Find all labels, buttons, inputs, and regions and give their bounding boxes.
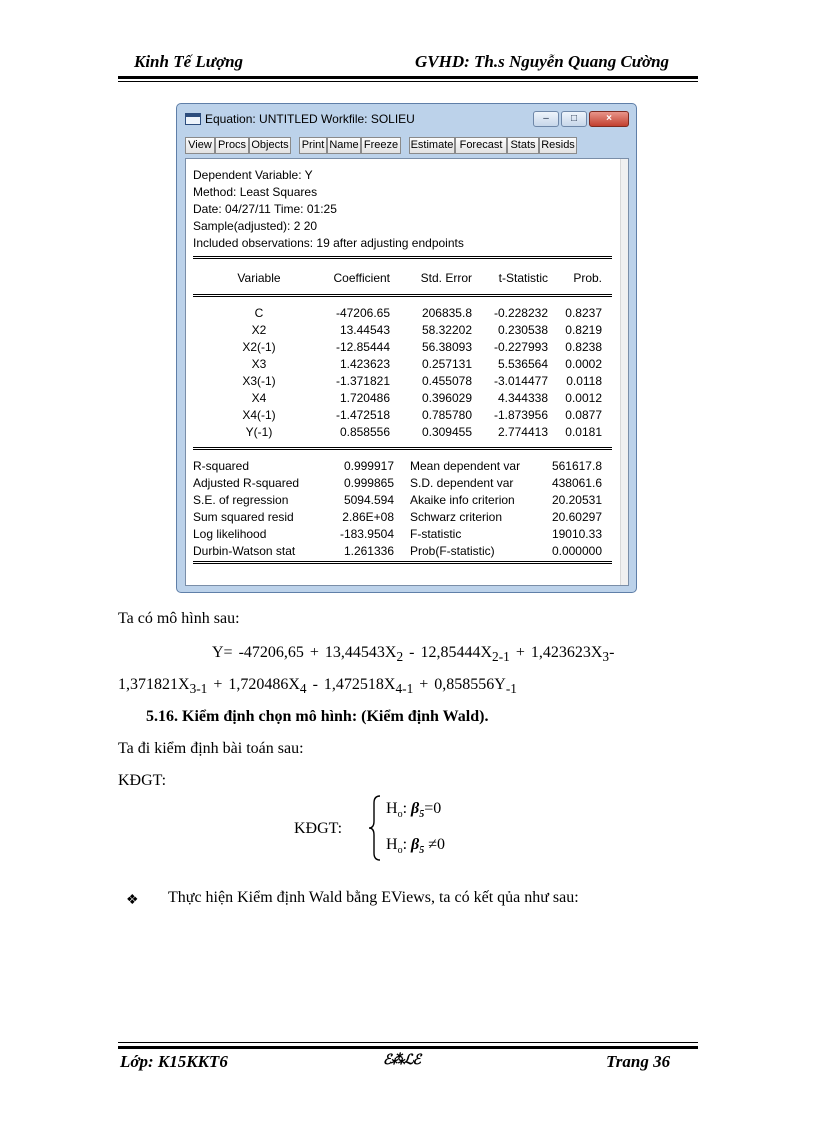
- maximize-button[interactable]: □: [561, 111, 587, 127]
- divider: [193, 561, 612, 562]
- info-dependent-variable: Dependent Variable: Y: [193, 168, 313, 182]
- window-title: Equation: UNTITLED Workfile: SOLIEU: [205, 112, 415, 126]
- divider: [193, 258, 612, 259]
- kdgt-label-1: KĐGT:: [118, 772, 167, 789]
- toolbar-name-button[interactable]: Name: [327, 137, 361, 154]
- toolbar-forecast-button[interactable]: Forecast: [455, 137, 507, 154]
- stat-label: Mean dependent var: [410, 459, 521, 473]
- header-rule: [118, 76, 698, 79]
- stat-value: 0.999917: [343, 459, 394, 473]
- bullet-icon: ❖: [126, 893, 139, 908]
- cell-prob: 0.0012: [565, 391, 602, 405]
- alternative-hypothesis: $H_o$: $\beta_5 \ne 0$: [386, 836, 445, 857]
- col-header-t-statistic: t-Statistic: [498, 271, 548, 285]
- cell-t-statistic: -0.228232: [493, 306, 548, 320]
- kdgt-label-2: KĐGT:: [294, 820, 343, 837]
- output-pane[interactable]: [185, 158, 629, 586]
- cell-std-error: 0.309455: [421, 425, 472, 439]
- hypothesis-brace: [368, 795, 382, 861]
- equation-line-2: $1,371821X_{3-1} + 1,720486X_4 - 1,472518X_{4-1} + 0,858556Y_{-1}$: [118, 676, 517, 697]
- cell-t-statistic: -0.227993: [493, 340, 548, 354]
- window-titlebar[interactable]: [177, 104, 636, 134]
- stat-value: 0.999865: [343, 476, 394, 490]
- cell-prob: 0.0118: [566, 374, 602, 388]
- stat-value: 0.000000: [551, 544, 602, 558]
- cell-prob: 0.0181: [565, 425, 602, 439]
- stat-label: R-squared: [193, 459, 250, 473]
- stat-value: 19010.33: [551, 527, 602, 541]
- stat-value: 20.20531: [551, 493, 602, 507]
- footer-page-number: Trang 36: [606, 1052, 671, 1071]
- cell-t-statistic: 5.536564: [497, 357, 548, 371]
- toolbar-estimate-button[interactable]: Estimate: [409, 137, 455, 154]
- col-header-variable: Variable: [237, 271, 281, 285]
- col-header-coefficient: Coefficient: [333, 271, 390, 285]
- stat-value: 438061.6: [551, 476, 602, 490]
- header-left: Kinh Tế Lượng: [134, 52, 244, 71]
- paragraph-1: Ta đi kiểm định bài toán sau:: [118, 740, 304, 757]
- cell-std-error: 0.785780: [421, 408, 472, 422]
- null-hypothesis: $H_o$: $\beta_5=0$: [386, 800, 442, 821]
- cell-coefficient: -1.371821: [335, 374, 390, 388]
- divider: [193, 449, 612, 450]
- divider: [193, 294, 612, 295]
- footer-rule-thin: [118, 1042, 698, 1043]
- stat-label: Durbin-Watson stat: [193, 544, 296, 558]
- cell-t-statistic: -3.014477: [493, 374, 548, 388]
- info-sample: Sample(adjusted): 2 20: [193, 219, 318, 233]
- equation-line-1: $Y= -47206,65 + 13,44543X_2 - 12,85444X_{2-1} + 1,423623X_3-$: [212, 644, 615, 665]
- cell-prob: 0.8237: [565, 306, 602, 320]
- footer-rule: [118, 1046, 698, 1049]
- cell-variable: X4: [251, 391, 267, 405]
- bullet-text: Thực hiện Kiểm định Wald bằng EViews, ta có kết qủa như sau:: [168, 889, 579, 906]
- toolbar-procs-button[interactable]: Procs: [215, 137, 249, 154]
- section-title: 5.16. Kiểm định chọn mô hình: (Kiểm định Wald).: [146, 708, 489, 725]
- footer-ornament: ℰ⁂ℒℰ: [383, 1053, 421, 1068]
- info-date-time: Date: 04/27/11 Time: 01:25: [193, 202, 337, 216]
- cell-coefficient: 1.423623: [339, 357, 390, 371]
- cell-prob: 0.8219: [565, 323, 602, 337]
- cell-variable: X4(-1): [242, 408, 276, 422]
- stat-label: Prob(F-statistic): [410, 544, 495, 558]
- cell-prob: 0.0002: [565, 357, 602, 371]
- stat-label: S.E. of regression: [193, 493, 289, 507]
- cell-std-error: 0.396029: [421, 391, 472, 405]
- stat-label: Sum squared resid: [193, 510, 294, 524]
- cell-coefficient: 13.44543: [339, 323, 390, 337]
- stat-value: 2.86E+08: [342, 510, 394, 524]
- info-observations: Included observations: 19 after adjusting endpoints: [193, 236, 464, 250]
- cell-variable: X3: [251, 357, 267, 371]
- cell-std-error: 0.257131: [421, 357, 472, 371]
- header-rule-thin: [118, 81, 698, 82]
- divider: [193, 256, 612, 257]
- toolbar-print-button[interactable]: Print: [299, 137, 327, 154]
- stat-value: -183.9504: [339, 527, 394, 541]
- toolbar-objects-button[interactable]: Objects: [249, 137, 291, 154]
- cell-coefficient: -12.85444: [335, 340, 390, 354]
- cell-variable: X2: [251, 323, 267, 337]
- cell-std-error: 58.32202: [421, 323, 472, 337]
- footer-left: Lớp: K15KKT6: [120, 1052, 228, 1071]
- cell-coefficient: 0.858556: [339, 425, 390, 439]
- intro-text: Ta có mô hình sau:: [118, 610, 240, 627]
- toolbar-view-button[interactable]: View: [185, 137, 215, 154]
- cell-t-statistic: 0.230538: [497, 323, 548, 337]
- stat-label: S.D. dependent var: [410, 476, 514, 490]
- stat-label: Log likelihood: [193, 527, 267, 541]
- cell-coefficient: -47206.65: [335, 306, 390, 320]
- cell-prob: 0.0877: [565, 408, 602, 422]
- window-app-icon: [185, 113, 201, 125]
- toolbar-stats-button[interactable]: Stats: [507, 137, 539, 154]
- cell-std-error: 206835.8: [421, 306, 472, 320]
- stat-value: 1.261336: [343, 544, 394, 558]
- stat-value: 5094.594: [343, 493, 394, 507]
- cell-variable: X2(-1): [242, 340, 276, 354]
- col-header-std-error: Std. Error: [420, 271, 472, 285]
- info-method: Method: Least Squares: [193, 185, 318, 199]
- cell-variable: Y(-1): [245, 425, 273, 439]
- col-header-prob: Prob.: [573, 271, 602, 285]
- toolbar-resids-button[interactable]: Resids: [539, 137, 577, 154]
- cell-coefficient: 1.720486: [339, 391, 390, 405]
- cell-t-statistic: 4.344338: [497, 391, 548, 405]
- header-right: GVHD: Th.s Nguyễn Quang Cường: [415, 52, 670, 71]
- minimize-button[interactable]: –: [533, 111, 559, 127]
- cell-coefficient: -1.472518: [335, 408, 390, 422]
- cell-variable: X3(-1): [242, 374, 276, 388]
- cell-t-statistic: -1.873956: [493, 408, 548, 422]
- cell-variable: C: [254, 306, 264, 320]
- stat-label: F-statistic: [410, 527, 462, 541]
- cell-std-error: 56.38093: [421, 340, 472, 354]
- stat-label: Schwarz criterion: [410, 510, 503, 524]
- stat-value: 20.60297: [551, 510, 602, 524]
- eviews-window[interactable]: [176, 103, 637, 593]
- cell-t-statistic: 2.774413: [497, 425, 548, 439]
- divider: [193, 447, 612, 448]
- cell-std-error: 0.455078: [421, 374, 472, 388]
- stat-label: Akaike info criterion: [410, 493, 515, 507]
- stat-label: Adjusted R-squared: [193, 476, 300, 490]
- scrollbar[interactable]: [620, 159, 629, 585]
- stat-value: 561617.8: [551, 459, 602, 473]
- toolbar-freeze-button[interactable]: Freeze: [361, 137, 401, 154]
- cell-prob: 0.8238: [565, 340, 602, 354]
- close-button[interactable]: ×: [589, 111, 629, 127]
- divider: [193, 296, 612, 297]
- divider: [193, 563, 612, 564]
